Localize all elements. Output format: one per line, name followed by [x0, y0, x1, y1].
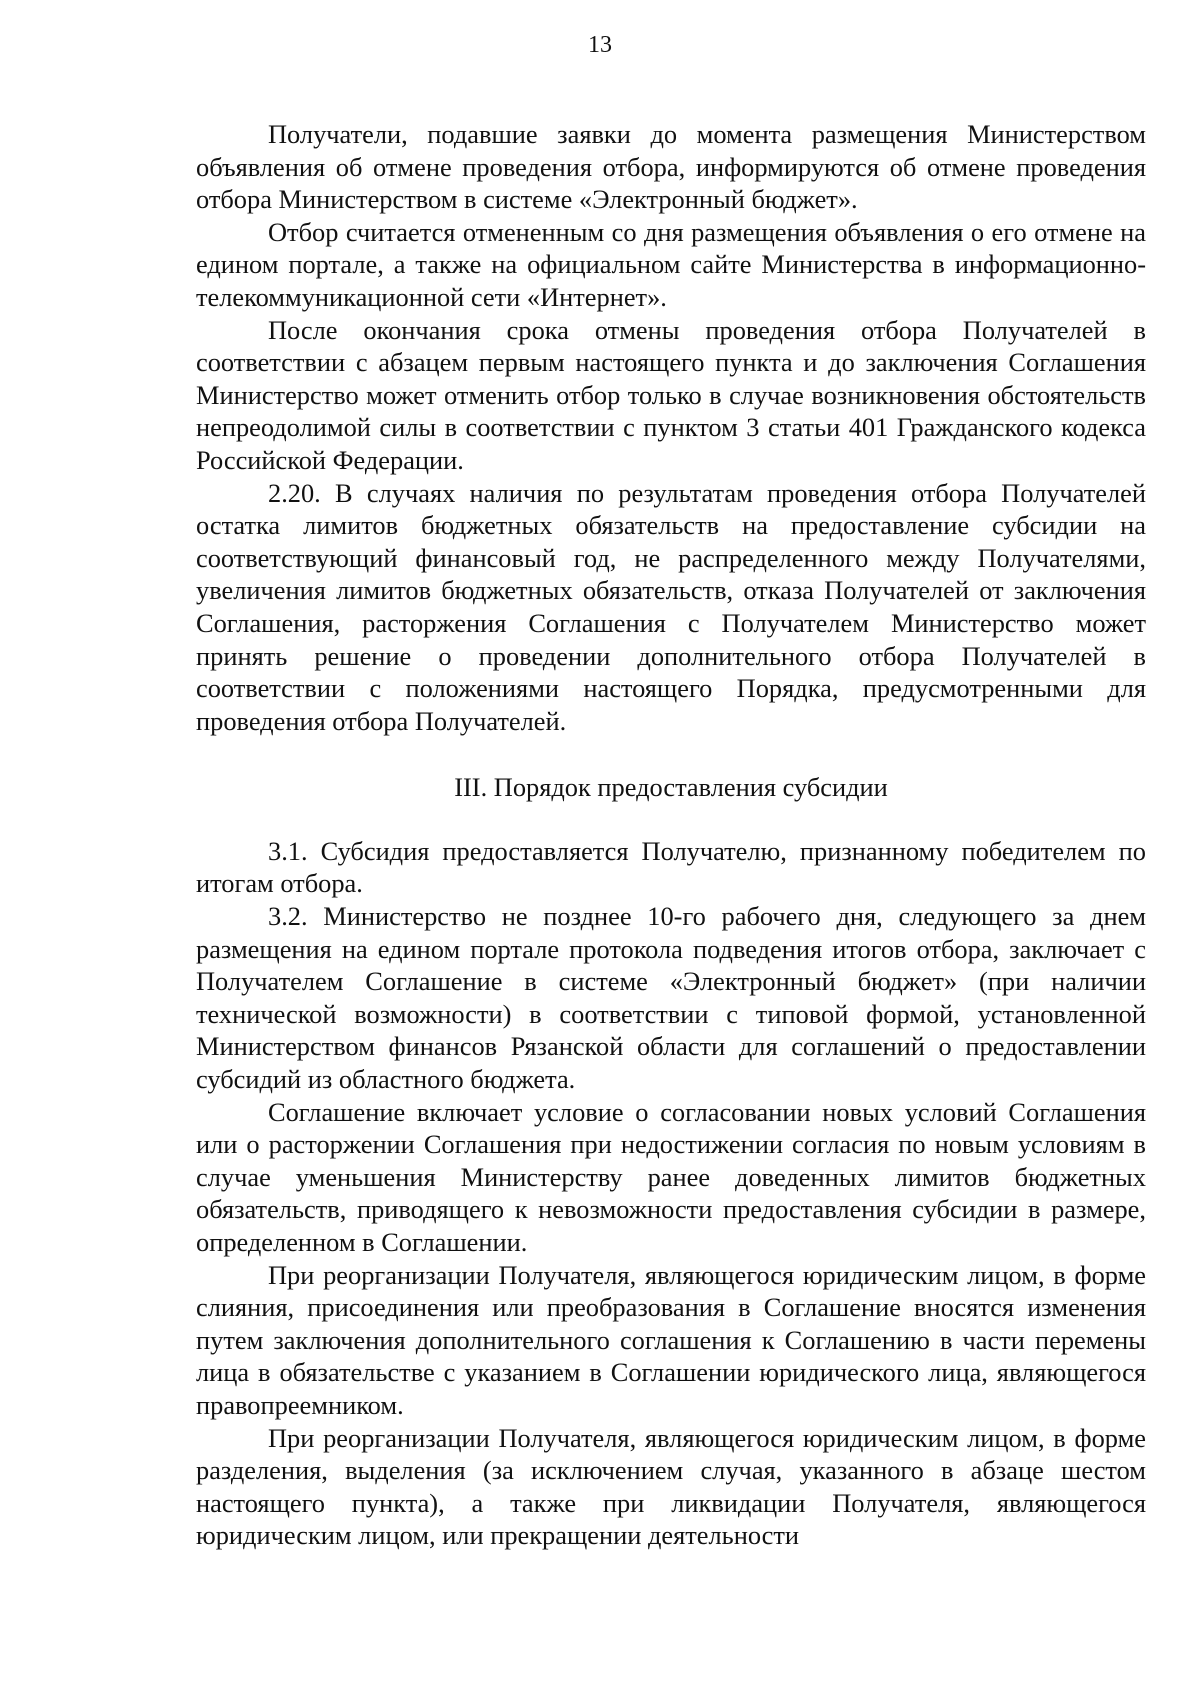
paragraph: При реорганизации Получателя, являющегося юридическим лицом, в форме слияния, присоединения или преобразования в Соглашение вносятся изменения путем заключения дополнительного соглашения к Соглашению в части перемены лица в обязательстве с указанием в Соглашении юридического лица, являющегося правопреемником. [196, 1259, 1146, 1420]
document-body [196, 118, 1146, 1552]
paragraph: 2.20. В случаях наличия по результатам проведения отбора Получателей остатка лимитов бюджетных обязательств на предоставление субсидии на соответствующий финансовый год, не распределенного между Получателями, увеличения лимитов бюджетных обязательств, отказа Получателей от заключения Соглашения, расторжения Соглашения с Получателем Министерство может принять решение о проведении дополнительного отбора Получателей в соответствии с положениями настоящего Порядка, предусмотренными для проведения отбора Получателей. [196, 477, 1146, 736]
paragraph: Отбор считается отмененным со дня размещения объявления о его отмене на едином портале, а также на официальном сайте Министерства в информационно-телекоммуникационной сети «Интернет». [196, 216, 1146, 312]
section-heading: III. Порядок предоставления субсидии [454, 772, 888, 803]
paragraph: 3.2. Министерство не позднее 10-го рабочего дня, следующего за днем размещения на едином портале протокола подведения итогов отбора, заключает с Получателем Соглашение в системе «Электронный бюджет» (при наличии технической возможности) в соответствии с типовой формой, установленной Министерством финансов Рязанской области для соглашений о предоставлении субсидий из областного бюджета. [196, 901, 1146, 1095]
page-number: 13 [588, 32, 612, 58]
paragraph: 3.1. Субсидия предоставляется Получателю, признанному победителем по итогам отбора. [196, 835, 1146, 899]
paragraph: При реорганизации Получателя, являющегося юридическим лицом, в форме разделения, выделения (за исключением случая, указанного в абзаце шестом настоящего пункта), а также при ликвидации Получателя, являющегося юридическим лицом, или прекращении деятельности [196, 1422, 1146, 1551]
paragraph: Получатели, подавшие заявки до момента размещения Министерством объявления об отмене проведения отбора, информируются об отмене проведения отбора Министерством в системе «Электронный бюджет». [196, 119, 1146, 215]
paragraph: После окончания срока отмены проведения отбора Получателей в соответствии с абзацем первым настоящего пункта и до заключения Соглашения Министерство может отменить отбор только в случае возникновения обстоятельств непреодолимой силы в соответствии с пунктом 3 статьи 401 Гражданского кодекса Российской Федерации. [196, 314, 1146, 475]
paragraph: Соглашение включает условие о согласовании новых условий Соглашения или о расторжении Соглашения при недостижении согласия по новым условиям в случае уменьшения Министерству ранее доведенных лимитов бюджетных обязательств, приводящего к невозможности предоставления субсидии в размере, определенном в Соглашении. [196, 1096, 1146, 1257]
